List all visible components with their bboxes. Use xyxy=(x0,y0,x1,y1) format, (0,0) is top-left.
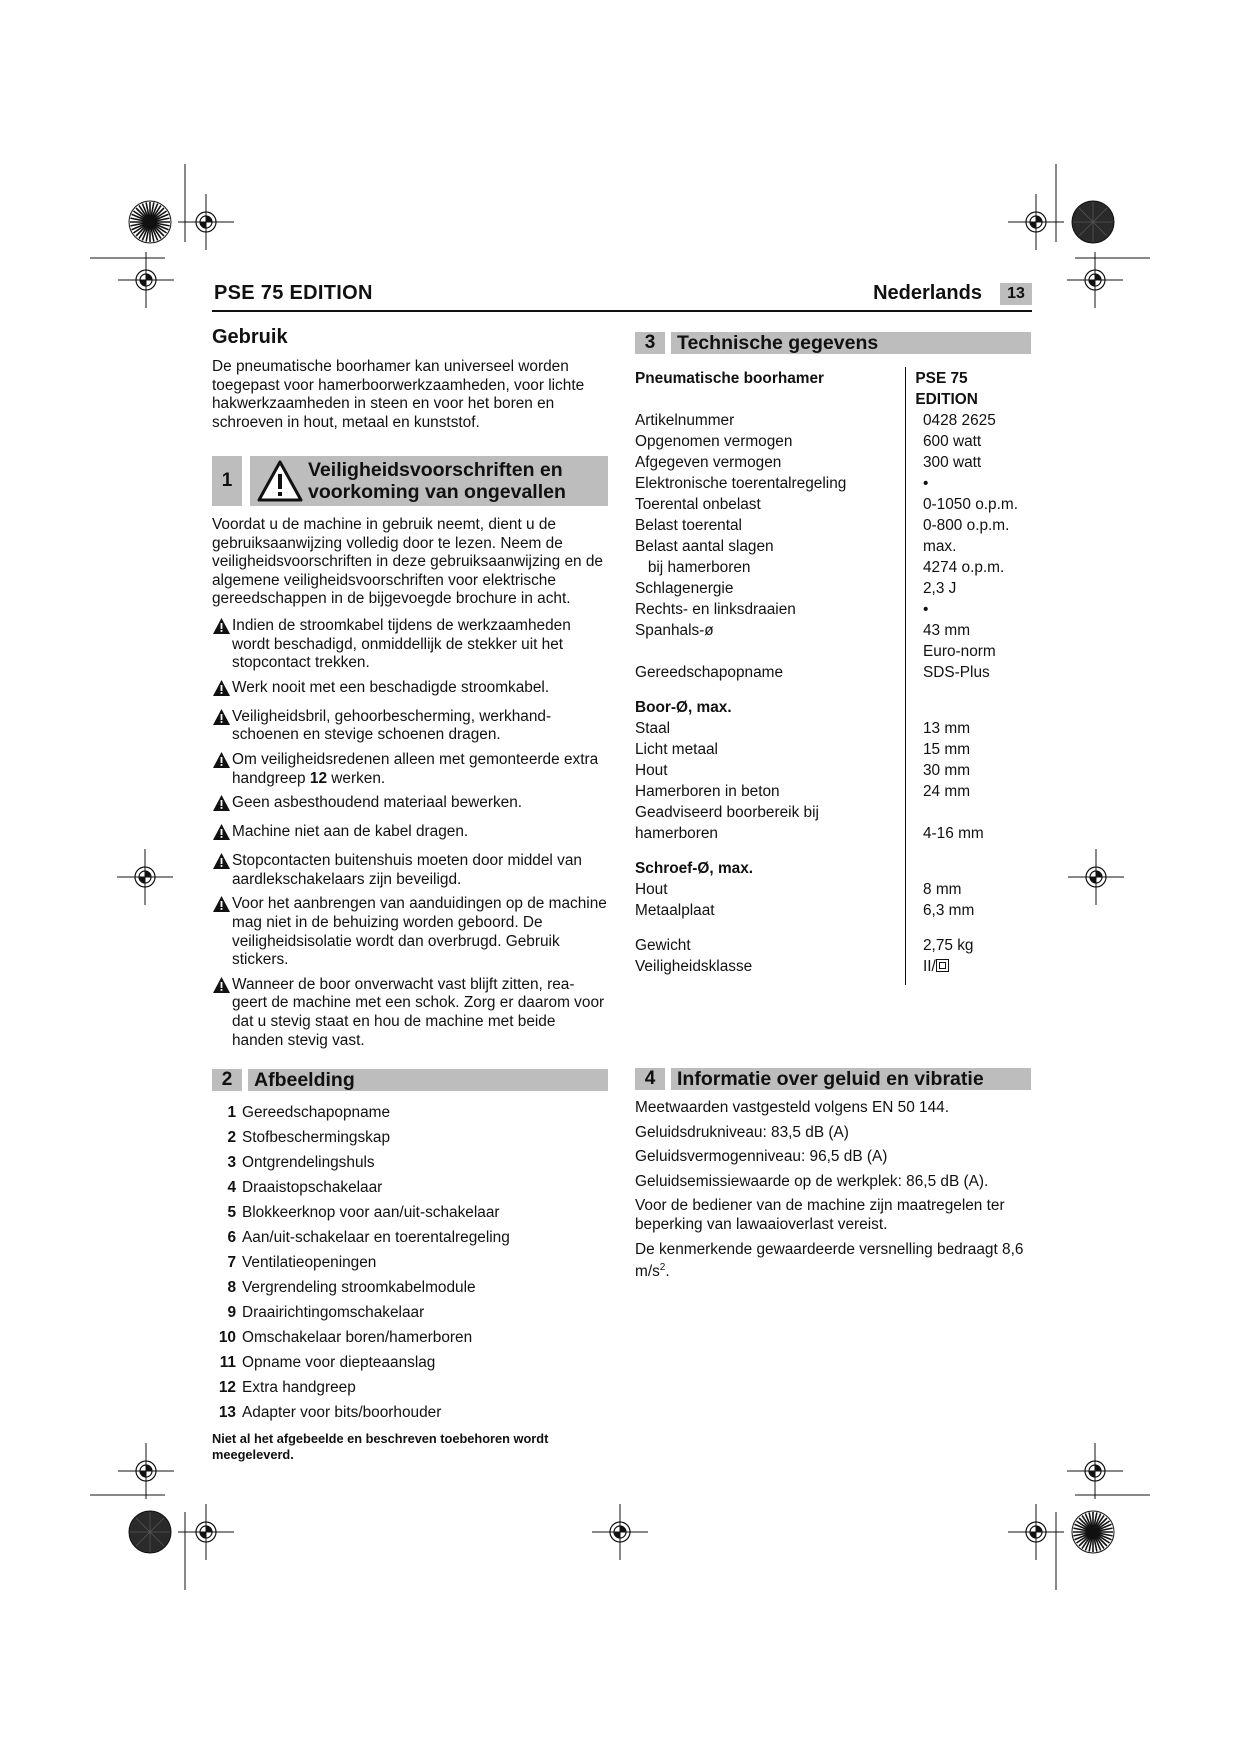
spec-row xyxy=(635,410,1031,431)
spec-row xyxy=(635,900,1031,921)
spec-key: Hout xyxy=(635,762,668,779)
spec-key: Afgegeven vermogen xyxy=(635,454,782,471)
list-item xyxy=(212,1225,608,1250)
noise-line: Geluidsvermogenniveau: 96,5 dB (A) xyxy=(635,1148,888,1166)
warning-text: Wanneer de boor onverwacht vast blijft zitten, rea-geert de machine met een schok. Zorg er daarom voor dat u stevig staat en hou de machine met beide handen stevig vast. xyxy=(232,975,605,1049)
warning-text: Indien de stroomkabel tijdens de werkzaamheden wordt beschadigd, onmiddellijk de stekker uit het stopcontact trekken. xyxy=(232,617,571,672)
spec-value: 0428 2625 xyxy=(923,412,996,429)
spec-row xyxy=(635,956,1031,977)
section1-header xyxy=(212,456,608,506)
spec-key: Belast toerental xyxy=(635,517,742,534)
warning-icon xyxy=(212,708,232,731)
section4-title: Informatie over geluid en vibratie xyxy=(671,1068,1031,1090)
item-number: 5 xyxy=(227,1204,236,1221)
item-number: 10 xyxy=(218,1329,236,1346)
section3-header xyxy=(635,332,1031,354)
spec-value: 4274 o.p.m. xyxy=(923,559,1005,576)
spec-key: hamerboren xyxy=(635,825,718,842)
spec-key: Geadviseerd boorbereik bij xyxy=(635,804,819,821)
spec-row xyxy=(635,935,1031,956)
spec-row xyxy=(635,739,1031,760)
item-label: Aan/uit-schakelaar en toerentalregeling xyxy=(242,1229,510,1246)
spec-row xyxy=(635,578,1031,599)
gebruik-heading: Gebruik xyxy=(212,326,288,348)
warning-icon xyxy=(212,794,232,817)
spec-value: II/ xyxy=(923,958,936,975)
header-language: Nederlands xyxy=(873,282,982,304)
warning-icon xyxy=(212,679,232,702)
list-item xyxy=(212,1125,608,1150)
section1-title-line1: Veiligheidsvoorschriften en xyxy=(308,459,563,481)
spec-head-key: Pneumatische boorhamer xyxy=(635,370,825,387)
item-label: Ventilatieopeningen xyxy=(242,1254,377,1271)
schroef-heading-text: Schroef-Ø, max. xyxy=(635,860,754,877)
item-number: 4 xyxy=(227,1179,236,1196)
header-rule xyxy=(212,310,1032,312)
section1-title-line2: voorkoming van ongevallen xyxy=(308,481,566,503)
spec-row xyxy=(635,781,1031,802)
spec-head-val: PSE 75 EDITION xyxy=(915,370,978,408)
item-label: Extra handgreep xyxy=(242,1379,356,1396)
spec-value: 2,3 J xyxy=(923,580,957,597)
list-item xyxy=(212,1300,608,1325)
list-item xyxy=(212,1350,608,1375)
spec-value: 43 mm xyxy=(923,622,971,639)
spec-key: Hamerboren in beton xyxy=(635,783,780,800)
warning-text: Werk nooit met een beschadigde stroomkabel. xyxy=(232,678,550,696)
warning-text-main: Om veiligheidsredenen alleen met gemonteerde extra handgreep xyxy=(232,750,599,787)
spec-row xyxy=(635,620,1031,641)
spec-value: 6,3 mm xyxy=(923,902,975,919)
spec-key: Metaalplaat xyxy=(635,902,715,919)
misc-rows xyxy=(635,935,1031,977)
schroef-rows xyxy=(635,879,1031,921)
item-number: 8 xyxy=(227,1279,236,1296)
spec-value: • xyxy=(923,475,929,492)
section4-number: 4 xyxy=(635,1068,665,1090)
spec-value: 4-16 mm xyxy=(923,825,984,842)
spec-key: Licht metaal xyxy=(635,741,718,758)
spec-value: max. xyxy=(923,538,957,555)
spec-row xyxy=(635,599,1031,620)
vibration-text: De kenmerkende gewaardeerde versnelling bedraagt 8,6 m/s xyxy=(635,1240,1024,1281)
warning-item xyxy=(212,679,608,702)
spec-table xyxy=(635,368,1031,977)
warning-ref: 12 xyxy=(309,769,328,787)
spec-row xyxy=(635,557,1031,578)
item-number: 3 xyxy=(227,1154,236,1171)
gebruik-text: De pneumatische boorhamer kan universeel worden toegepast voor hamerboorwerkzaamheden, voor lichte hakwerkzaamheden in steen en voor het boren en schroeven in hout, metaal en kunststof. xyxy=(212,358,585,431)
section2-title: Afbeelding xyxy=(248,1069,608,1091)
item-label: Omschakelaar boren/hamerboren xyxy=(242,1329,473,1346)
spec-row xyxy=(635,641,1031,662)
warning-text: Veiligheidsbril, gehoorbescherming, werkhand-schoenen en stevige schoenen dragen. xyxy=(232,707,552,744)
spec-key: Gereedschapopname xyxy=(635,664,784,681)
boor-rows xyxy=(635,718,1031,844)
section4-header xyxy=(635,1068,1031,1090)
list-item xyxy=(212,1325,608,1350)
spec-value xyxy=(907,802,923,823)
list-item xyxy=(212,1100,608,1125)
spec-key: Elektronische toerentalregeling xyxy=(635,475,847,492)
warning-icon xyxy=(212,617,232,640)
section3-number: 3 xyxy=(635,332,665,354)
spec-value: 30 mm xyxy=(923,762,971,779)
spec-row xyxy=(635,494,1031,515)
list-item xyxy=(212,1175,608,1200)
list-item xyxy=(212,1150,608,1175)
item-label: Stofbeschermingskap xyxy=(242,1129,390,1146)
item-number: 9 xyxy=(227,1304,236,1321)
section2-header xyxy=(212,1069,608,1091)
section3-title: Technische gegevens xyxy=(671,332,1031,354)
spec-row xyxy=(635,515,1031,536)
vibration-end: . xyxy=(665,1263,670,1281)
spec-key: Opgenomen vermogen xyxy=(635,433,793,450)
list-item xyxy=(212,1250,608,1275)
spec-rows xyxy=(635,410,1031,683)
item-number: 11 xyxy=(219,1354,236,1371)
warning-list xyxy=(212,617,608,1056)
spec-key: bij hamerboren xyxy=(635,559,751,576)
figure-legend-list xyxy=(212,1100,608,1425)
spec-key: Belast aantal slagen xyxy=(635,538,774,555)
warning-item xyxy=(212,794,608,817)
spec-value: 300 watt xyxy=(923,454,982,471)
list-item xyxy=(212,1275,608,1300)
spec-key: Toerental onbelast xyxy=(635,496,761,513)
spec-key: Rechts- en linksdraaien xyxy=(635,601,796,618)
warning-icon xyxy=(212,976,232,999)
spec-value: 15 mm xyxy=(923,741,971,758)
spec-value: 24 mm xyxy=(923,783,971,800)
schroef-heading xyxy=(635,858,1031,879)
list-item xyxy=(212,1400,608,1425)
spec-row xyxy=(635,473,1031,494)
spec-value: Euro-norm xyxy=(923,643,996,660)
item-number: 12 xyxy=(218,1379,236,1396)
spec-value: 2,75 kg xyxy=(923,937,974,954)
spec-row xyxy=(635,823,1031,844)
spec-row xyxy=(635,802,1031,823)
spec-key: Staal xyxy=(635,720,671,737)
section1-number: 1 xyxy=(212,456,242,506)
spec-key: Hout xyxy=(635,881,668,898)
protection-class-icon xyxy=(936,956,949,977)
spec-value: • xyxy=(923,601,929,618)
item-number: 13 xyxy=(218,1404,236,1421)
spec-row xyxy=(635,718,1031,739)
spec-row xyxy=(635,431,1031,452)
section4-body xyxy=(635,1099,1031,1288)
item-label: Adapter voor bits/boorhouder xyxy=(242,1404,442,1421)
warning-item xyxy=(212,751,608,788)
section1-intro: Voordat u de machine in gebruik neemt, dient u de gebruiksaanwijzing volledig door te lezen. Neem de veiligheidsvoorschriften in deze gebruiksaanwijzing en de algemene veiligheidsvoorschriften voor elektrische gereedschappen in de bijgevoegde brochure in acht. xyxy=(212,516,603,608)
warning-text: Machine niet aan de kabel dragen. xyxy=(232,823,469,841)
item-number: 6 xyxy=(227,1229,236,1246)
warning-icon xyxy=(212,823,232,846)
warning-text: Voor het aanbrengen van aanduidingen op de machine mag niet in de behuizing worden geboord. De veiligheidsisolatie wordt dan overbrugd. Gebruik stickers. xyxy=(232,895,607,969)
spec-row xyxy=(635,536,1031,557)
header-model: PSE 75 EDITION xyxy=(214,282,373,304)
spec-value: 0-800 o.p.m. xyxy=(923,517,1010,534)
item-label: Opname voor diepteaanslag xyxy=(242,1354,436,1371)
spec-key: Artikelnummer xyxy=(635,412,735,429)
spec-row xyxy=(635,760,1031,781)
warning-item xyxy=(212,708,608,745)
warning-text xyxy=(232,751,608,788)
warning-text: Geen asbesthoudend materiaal bewerken. xyxy=(232,794,523,812)
section2-number: 2 xyxy=(212,1069,242,1091)
item-number: 1 xyxy=(227,1104,236,1121)
spec-key: Schlagenergie xyxy=(635,580,734,597)
spec-value: 8 mm xyxy=(923,881,962,898)
list-item xyxy=(212,1375,608,1400)
item-label: Draaistopschakelaar xyxy=(242,1179,383,1196)
accessories-note: Niet al het afgebeelde en beschreven toebehoren wordt meegeleverd. xyxy=(212,1431,549,1462)
spec-value: SDS-Plus xyxy=(923,664,990,681)
list-item xyxy=(212,1200,608,1225)
warning-text: Stopcontacten buitenshuis moeten door middel van aardlekschakelaars zijn beveiligd. xyxy=(232,852,582,888)
item-number: 2 xyxy=(227,1129,236,1146)
warning-icon xyxy=(212,852,232,875)
spec-value: 600 watt xyxy=(923,433,982,450)
item-label: Draairichtingomschakelaar xyxy=(242,1304,425,1321)
spec-head-row xyxy=(635,368,1031,410)
spec-row xyxy=(635,662,1031,683)
spec-key: Veiligheidsklasse xyxy=(635,958,753,975)
noise-line: Geluidsemissiewaarde op de werkplek: 86,5 dB (A). xyxy=(635,1172,989,1190)
spec-row xyxy=(635,879,1031,900)
warning-triangle-icon xyxy=(256,459,304,503)
boor-heading xyxy=(635,697,1031,718)
warning-item xyxy=(212,852,608,889)
warning-text-end: werken. xyxy=(331,769,386,787)
warning-icon xyxy=(212,751,232,774)
item-label: Gereedschapopname xyxy=(242,1104,391,1121)
spec-key: Gewicht xyxy=(635,937,691,954)
item-label: Vergrendeling stroomkabelmodule xyxy=(242,1279,476,1296)
warning-item xyxy=(212,976,608,1050)
spec-key: Spanhals-ø xyxy=(635,622,714,639)
noise-line: Meetwaarden vastgesteld volgens EN 50 144. xyxy=(635,1099,949,1116)
warning-icon xyxy=(212,895,232,918)
noise-line: Geluidsdrukniveau: 83,5 dB (A) xyxy=(635,1123,849,1141)
spec-value: 0-1050 o.p.m. xyxy=(923,496,1018,513)
vibration-exponent: 2 xyxy=(659,1262,666,1274)
spec-row xyxy=(635,452,1031,473)
vibration-line xyxy=(635,1241,1031,1282)
warning-item xyxy=(212,895,608,969)
item-label: Blokkeerknop voor aan/uit-schakelaar xyxy=(242,1204,500,1221)
page-number: 13 xyxy=(1000,283,1032,305)
spec-value: 13 mm xyxy=(923,720,971,737)
boor-heading-text: Boor-Ø, max. xyxy=(635,699,732,716)
warning-item xyxy=(212,823,608,846)
item-number: 7 xyxy=(227,1254,236,1271)
item-label: Ontgrendelingshuls xyxy=(242,1154,375,1171)
noise-line: Voor de bediener van de machine zijn maatregelen ter beperking van lawaaioverlast vereist. xyxy=(635,1197,1005,1233)
spec-key xyxy=(635,641,907,662)
warning-item xyxy=(212,617,608,673)
